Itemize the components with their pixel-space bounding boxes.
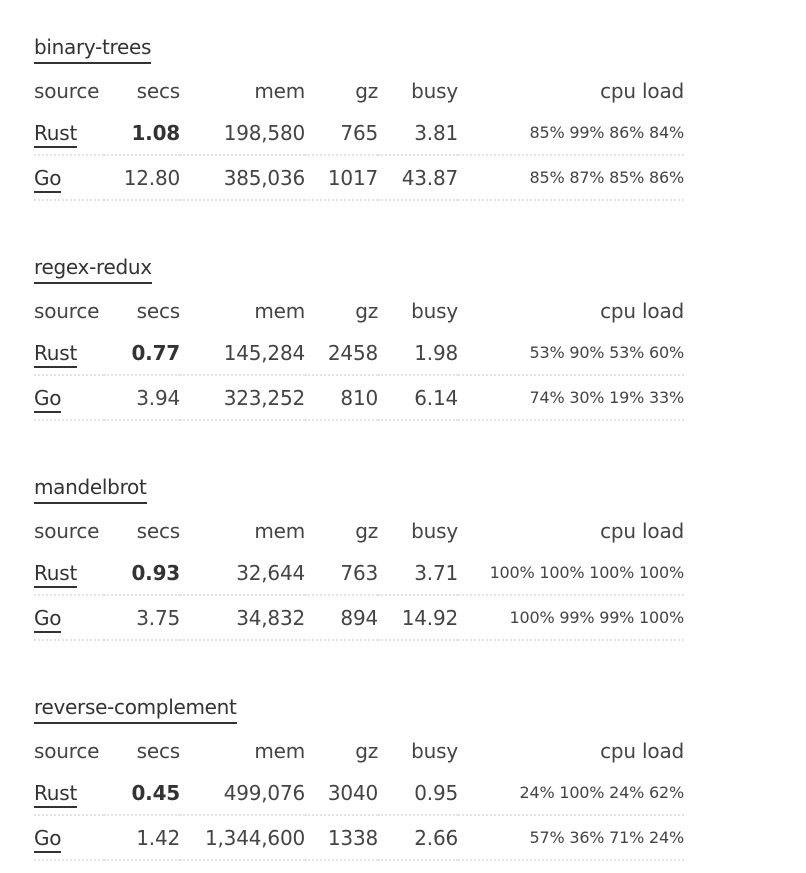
table-header-row — [34, 510, 684, 551]
cpu-load-cell: 57% 36% 71% 24% — [458, 815, 684, 860]
header-secs: secs — [136, 518, 180, 543]
header-busy: busy — [411, 518, 458, 543]
source-link-go[interactable]: Go — [34, 166, 61, 193]
benchmark-mandelbrot — [34, 473, 684, 641]
benchmark-title-link[interactable]: reverse-complement — [34, 693, 237, 724]
secs-cell: 0.93 — [104, 551, 180, 595]
header-source: source — [34, 738, 100, 763]
gz-cell: 763 — [305, 551, 378, 595]
table-row — [34, 595, 684, 640]
benchmark-reverse-complement — [34, 693, 684, 861]
header-gz: gz — [355, 738, 378, 763]
source-cell — [34, 331, 104, 375]
header-mem: mem — [254, 78, 305, 103]
gz-cell: 3040 — [305, 771, 378, 815]
benchmark-title-link[interactable]: regex-redux — [34, 253, 152, 284]
source-cell — [34, 595, 104, 640]
gz-cell: 894 — [305, 595, 378, 640]
table-header-row — [34, 290, 684, 331]
busy-cell: 6.14 — [378, 375, 458, 420]
gz-cell: 1017 — [305, 155, 378, 200]
mem-cell: 32,644 — [180, 551, 305, 595]
gz-cell: 810 — [305, 375, 378, 420]
header-busy: busy — [411, 78, 458, 103]
secs-cell: 1.08 — [104, 111, 180, 155]
header-cpu-load: cpu load — [600, 518, 684, 543]
header-cpu-load: cpu load — [600, 738, 684, 763]
gz-cell: 765 — [305, 111, 378, 155]
source-cell — [34, 771, 104, 815]
header-cpu-load: cpu load — [600, 298, 684, 323]
busy-cell: 43.87 — [378, 155, 458, 200]
table-row — [34, 375, 684, 420]
cpu-load-cell: 85% 99% 86% 84% — [458, 111, 684, 155]
header-secs: secs — [136, 738, 180, 763]
source-link-rust[interactable]: Rust — [34, 561, 77, 588]
table-row — [34, 815, 684, 860]
mem-cell: 34,832 — [180, 595, 305, 640]
cpu-load-cell: 100% 99% 99% 100% — [458, 595, 684, 640]
secs-cell: 0.77 — [104, 331, 180, 375]
header-source: source — [34, 78, 100, 103]
gz-cell: 1338 — [305, 815, 378, 860]
mem-cell: 385,036 — [180, 155, 305, 200]
cpu-load-cell: 100% 100% 100% 100% — [458, 551, 684, 595]
table-header-row — [34, 730, 684, 771]
source-link-go[interactable]: Go — [34, 386, 61, 413]
table-header-row — [34, 70, 684, 111]
header-source: source — [34, 518, 100, 543]
mem-cell: 499,076 — [180, 771, 305, 815]
source-cell — [34, 375, 104, 420]
source-cell — [34, 155, 104, 200]
busy-cell: 0.95 — [378, 771, 458, 815]
table-row — [34, 771, 684, 815]
secs-cell: 3.75 — [104, 595, 180, 640]
source-cell — [34, 815, 104, 860]
header-busy: busy — [411, 298, 458, 323]
table-row — [34, 155, 684, 200]
busy-cell: 1.98 — [378, 331, 458, 375]
benchmark-table — [34, 70, 684, 201]
table-row — [34, 331, 684, 375]
mem-cell: 1,344,600 — [180, 815, 305, 860]
gz-cell: 2458 — [305, 331, 378, 375]
secs-cell: 0.45 — [104, 771, 180, 815]
cpu-load-cell: 53% 90% 53% 60% — [458, 331, 684, 375]
cpu-load-cell: 24% 100% 24% 62% — [458, 771, 684, 815]
benchmark-table — [34, 510, 684, 641]
source-link-go[interactable]: Go — [34, 606, 61, 633]
busy-cell: 3.81 — [378, 111, 458, 155]
source-link-rust[interactable]: Rust — [34, 121, 77, 148]
mem-cell: 323,252 — [180, 375, 305, 420]
header-secs: secs — [136, 298, 180, 323]
table-row — [34, 111, 684, 155]
header-mem: mem — [254, 298, 305, 323]
benchmark-title-link[interactable]: binary-trees — [34, 33, 151, 64]
benchmark-regex-redux — [34, 253, 684, 421]
busy-cell: 14.92 — [378, 595, 458, 640]
source-link-rust[interactable]: Rust — [34, 341, 77, 368]
header-source: source — [34, 298, 100, 323]
source-cell — [34, 111, 104, 155]
benchmark-binary-trees — [34, 33, 684, 201]
source-cell — [34, 551, 104, 595]
header-cpu-load: cpu load — [600, 78, 684, 103]
cpu-load-cell: 85% 87% 85% 86% — [458, 155, 684, 200]
header-secs: secs — [136, 78, 180, 103]
mem-cell: 198,580 — [180, 111, 305, 155]
header-gz: gz — [355, 518, 378, 543]
cpu-load-cell: 74% 30% 19% 33% — [458, 375, 684, 420]
secs-cell: 3.94 — [104, 375, 180, 420]
source-link-rust[interactable]: Rust — [34, 781, 77, 808]
header-gz: gz — [355, 298, 378, 323]
secs-cell: 12.80 — [104, 155, 180, 200]
header-busy: busy — [411, 738, 458, 763]
benchmark-title-link[interactable]: mandelbrot — [34, 473, 147, 504]
source-link-go[interactable]: Go — [34, 826, 61, 853]
table-row — [34, 551, 684, 595]
header-mem: mem — [254, 738, 305, 763]
header-mem: mem — [254, 518, 305, 543]
header-gz: gz — [355, 78, 378, 103]
benchmark-table — [34, 290, 684, 421]
secs-cell: 1.42 — [104, 815, 180, 860]
mem-cell: 145,284 — [180, 331, 305, 375]
busy-cell: 2.66 — [378, 815, 458, 860]
busy-cell: 3.71 — [378, 551, 458, 595]
benchmark-table — [34, 730, 684, 861]
